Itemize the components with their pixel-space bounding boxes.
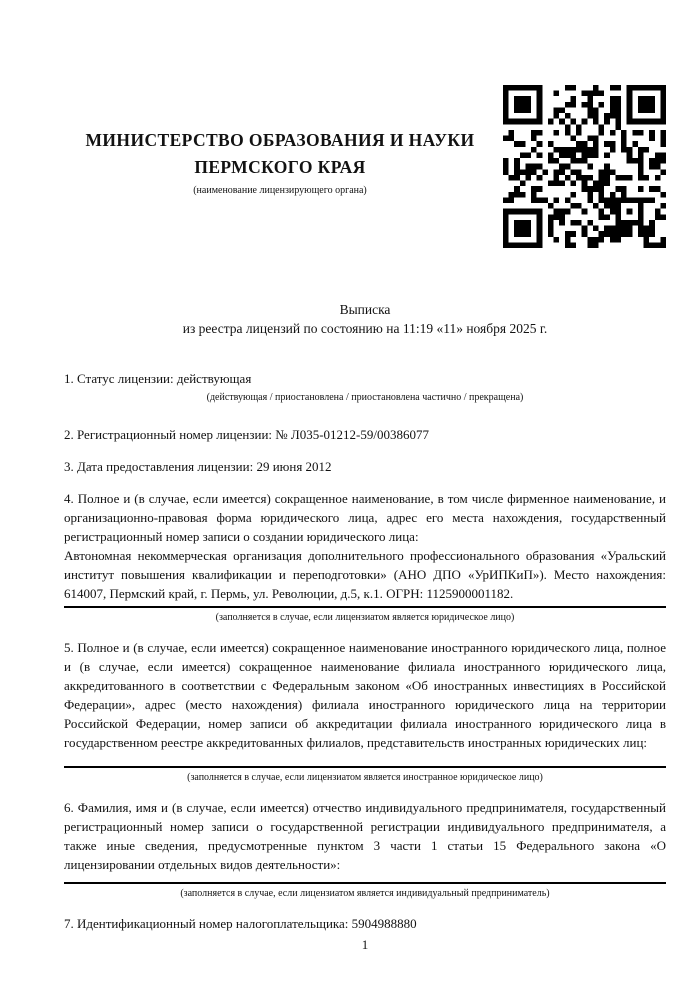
item-text: 2. Регистрационный номер лицензии: № Л035-01212-59/00386077 [64,427,430,442]
ministry-caption: (наименование лицензирующего органа) [193,185,367,196]
fill-line [64,606,666,608]
item-text: 4. Полное и (в случае, если имеется) сокращенное наименование, в том числе фирменное наименование, и организационно-правовая форма юридического лица, адрес его места нахождения, государственный регистрационный номер записи о создании юридического лица: [64,491,666,544]
item-grant-date [64,457,666,476]
item-caption: (заполняется в случае, если лицензиатом является индивидуальный предприниматель) [180,888,550,899]
item-text: 3. Дата предоставления лицензии: 29 июня 2012 [64,459,332,474]
item-caption: (заполняется в случае, если лицензиатом является иностранное юридическое лицо) [187,772,543,783]
item-taxpayer-number [64,914,666,933]
licensing-authority-block [64,85,496,196]
item-value: Автономная некоммерческая организация дополнительного профессионального образования «Уральский институт повышения квалификации и переподготовки» (АНО ДПО «УрИПКиП»). Место нахождения: 614007, Пермский край, г. Пермь, ул. Революции, д.5, к.1. ОГРН: 1125900001182. [64,548,666,601]
item-caption: (действующая / приостановлена / приостановлена частично / прекращена) [206,392,524,403]
qr-code-icon [503,85,666,248]
document-title-block [64,300,666,338]
item-text: 7. Идентификационный номер налогоплательщика: 5904988880 [64,916,417,931]
item-text: 6. Фамилия, имя и (в случае, если имеется) отчество индивидуального предпринимателя, государственный регистрационный номер записи о государственной регистрации индивидуального предпринимателя, а также иные сведения, предусмотренные пунктом 3 части 1 статьи 15 Федерального закона «О лицензировании отдельных видов деятельности»: [64,800,666,872]
item-license-status [64,369,666,405]
fill-line [64,752,666,768]
document-title: Выписка [339,302,391,317]
item-text: 5. Полное и (в случае, если имеется) сокращенное наименование иностранного юридического лица, полное и (в случае, если имеется) сокращенное наименование филиала иностранного юридического лица, аккредитованного в соответствии с Федеральным законом «Об иностранных инвестициях в Российской Федерации», адрес (место нахождения) филиала иностранного юридического лица на территории Российской Федерации, номер записи об аккредитации филиала иностранного юридического лица в государственном реестре аккредитованных филиалов, представительств иностранных юридических лиц: [64,640,666,750]
item-caption: (заполняется в случае, если лицензиатом является юридическое лицо) [215,612,515,623]
document-header [64,85,666,248]
page-number: 1 [361,937,369,952]
item-individual-entrepreneur [64,798,666,901]
item-foreign-entity [64,638,666,785]
item-text: 1. Статус лицензии: действующая [64,371,252,386]
fill-line [64,874,666,884]
item-registration-number [64,425,666,444]
items-list [64,369,666,933]
ministry-name-line1: МИНИСТЕРСТВО ОБРАЗОВАНИЯ И НАУКИ [85,130,475,150]
item-legal-entity [64,489,666,625]
document-subtitle: из реестра лицензий по состоянию на 11:19 «11» ноября 2025 г. [182,321,548,336]
ministry-name-line2: ПЕРМСКОГО КРАЯ [194,157,366,177]
